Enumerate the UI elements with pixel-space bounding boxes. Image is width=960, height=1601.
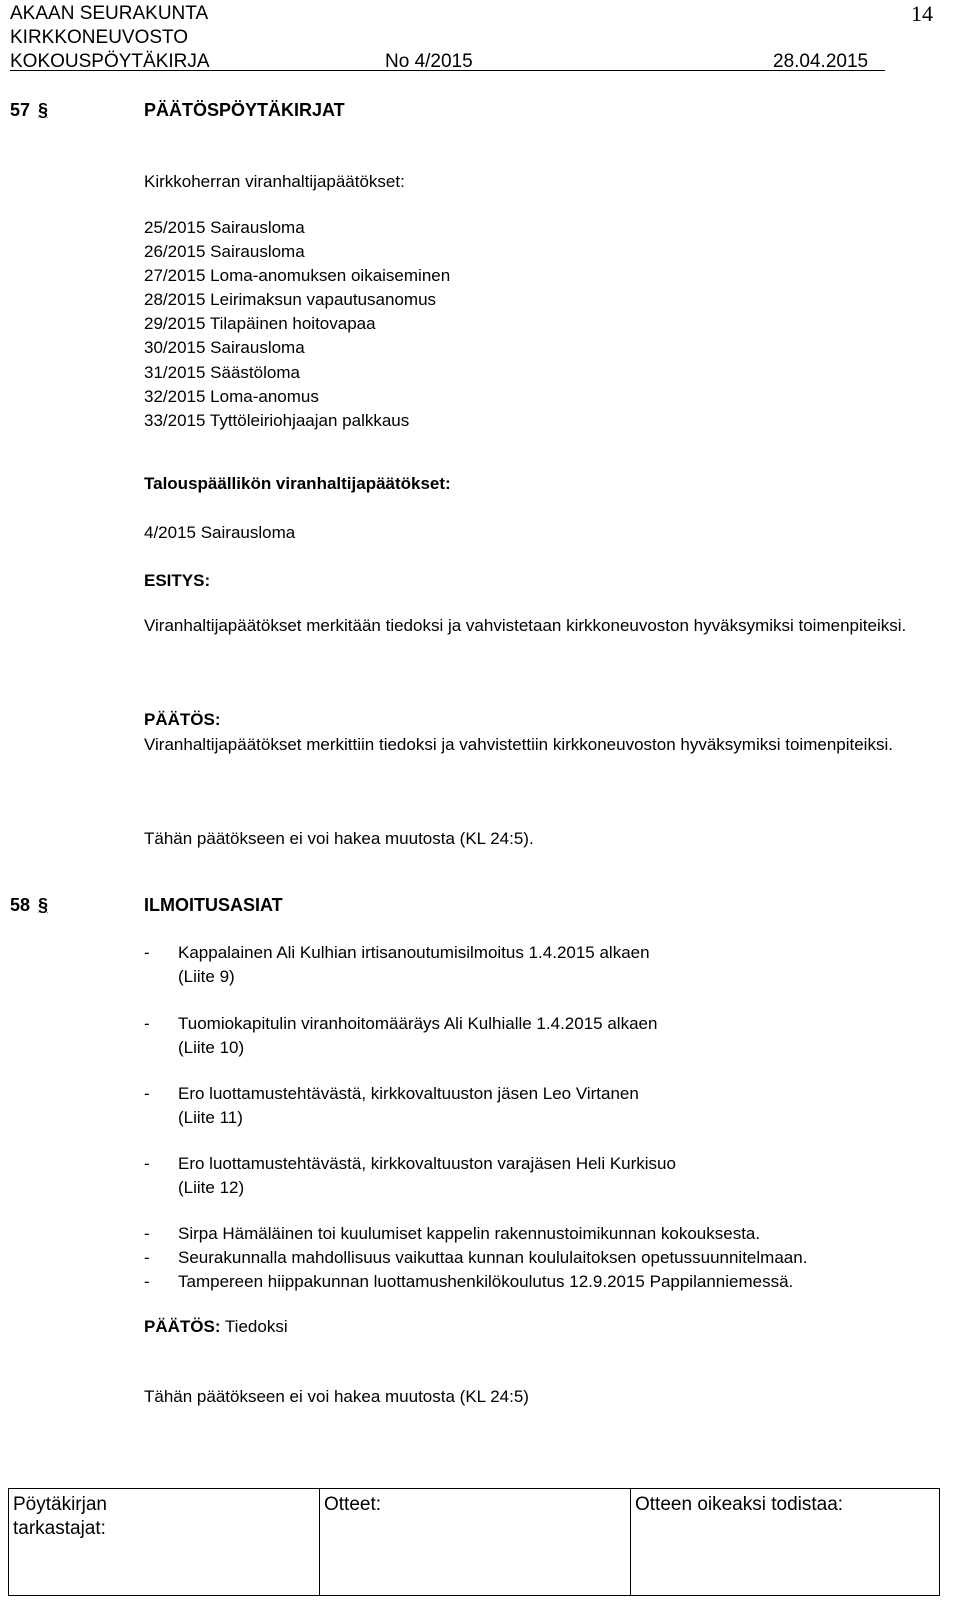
document-type: KOKOUSPÖYTÄKIRJA [10,51,210,72]
list-item: 28/2015 Leirimaksun vapautusanomus [144,290,437,310]
attachment-reference: (Liite 12) [178,1178,245,1197]
decision-label: PÄÄTÖS: [144,1317,221,1336]
bullet-dash: - [144,1084,150,1103]
announcement-text: Kappalainen Ali Kulhian irtisanoutumisilmoitus 1.4.2015 alkaen [178,943,650,962]
reviewers-label-line1: Pöytäkirjan [13,1494,107,1515]
reviewers-cell [9,1489,320,1595]
bullet-dash: - [144,1014,150,1033]
list-item: 27/2015 Loma-anomuksen oikaiseminen [144,266,451,286]
attachment-reference: (Liite 11) [178,1108,243,1127]
list-item: 25/2015 Sairausloma [144,218,305,237]
body-name: KIRKKONEUVOSTO [10,27,189,48]
list-item: 29/2015 Tilapäinen hoitovapaa [144,314,376,334]
bullet-dash: - [144,943,150,962]
document-date: 28.04.2015 [773,51,869,72]
announcement-text: Ero luottamustehtävästä, kirkkovaltuuston jäsen Leo Virtanen [178,1084,639,1103]
decision-line [144,1315,288,1339]
page-number: 14 [911,1,933,26]
announcement-text: Tuomiokapitulin viranhoitomääräys Ali Kulhialle 1.4.2015 alkaen [178,1014,658,1033]
decision-text: Viranhaltijapäätökset merkittiin tiedoksi ja vahvistettiin kirkkoneuvoston hyväksymiksi toimenpiteiksi. [144,735,893,754]
vicar-decisions-heading: Kirkkoherran viranhaltijapäätökset: [144,172,405,191]
finance-decisions-heading: Talouspäällikön viranhaltijapäätökset: [144,474,451,493]
list-item: 32/2015 Loma-anomus [144,386,319,406]
section-number: 57 [10,100,31,120]
extracts-label: Otteet: [324,1494,382,1515]
extracts-cell [320,1489,631,1595]
announcement-text: Ero luottamustehtävästä, kirkkovaltuuston varajäsen Heli Kurkisuo [178,1154,676,1173]
bullet-dash: - [144,1248,150,1267]
section-58-heading [10,895,48,916]
section-symbol: § [38,895,49,915]
appeal-note: Tähän päätökseen ei voi hakea muutosta (KL 24:5). [144,829,534,848]
section-57-heading [10,100,48,121]
header-rule [10,70,885,71]
attachment-reference: (Liite 10) [178,1038,245,1057]
announcement-text: Tampereen hiippakunnan luottamushenkilökoulutus 12.9.2015 Pappilanniemessä. [178,1272,794,1291]
bullet-dash: - [144,1272,150,1291]
list-item: 26/2015 Sairausloma [144,242,305,262]
appeal-note: Tähän päätökseen ei voi hakea muutosta (KL 24:5) [144,1387,529,1406]
certification-label: Otteen oikeaksi todistaa: [635,1494,844,1515]
list-item: 31/2015 Säästöloma [144,362,300,382]
organization-name: AKAAN SEURAKUNTA [10,3,209,24]
finance-decision-item: 4/2015 Sairausloma [144,523,296,542]
vicar-decisions-list [144,216,450,433]
section-symbol: § [38,100,49,120]
announcement-text: Sirpa Hämäläinen toi kuulumiset kappelin rakennustoimikunnan kokouksesta. [178,1224,761,1243]
decision-label: PÄÄTÖS: [144,710,221,729]
decision-value: Tiedoksi [224,1317,288,1336]
proposal-label: ESITYS: [144,571,211,590]
certification-cell [631,1489,939,1595]
announcement-text: Seurakunnalla mahdollisuus vaikuttaa kunnan koululaitoksen opetussuunnitelmaan. [178,1248,808,1267]
proposal-text: Viranhaltijapäätökset merkitään tiedoksi ja vahvistetaan kirkkoneuvoston hyväksymiksi toimenpiteiksi. [144,616,907,635]
section-57-title: PÄÄTÖSPÖYTÄKIRJAT [144,100,345,120]
section-58-title: ILMOITUSASIAT [144,895,283,915]
section-number: 58 [10,895,31,915]
bullet-dash: - [144,1154,150,1173]
signature-table [8,1488,940,1596]
bullet-dash: - [144,1224,150,1243]
reviewers-label-line2: tarkastajat: [13,1518,106,1539]
list-item: 30/2015 Sairausloma [144,338,305,358]
attachment-reference: (Liite 9) [178,967,235,986]
list-item: 33/2015 Tyttöleiriohjaajan palkkaus [144,410,410,430]
document-number: No 4/2015 [385,51,473,72]
